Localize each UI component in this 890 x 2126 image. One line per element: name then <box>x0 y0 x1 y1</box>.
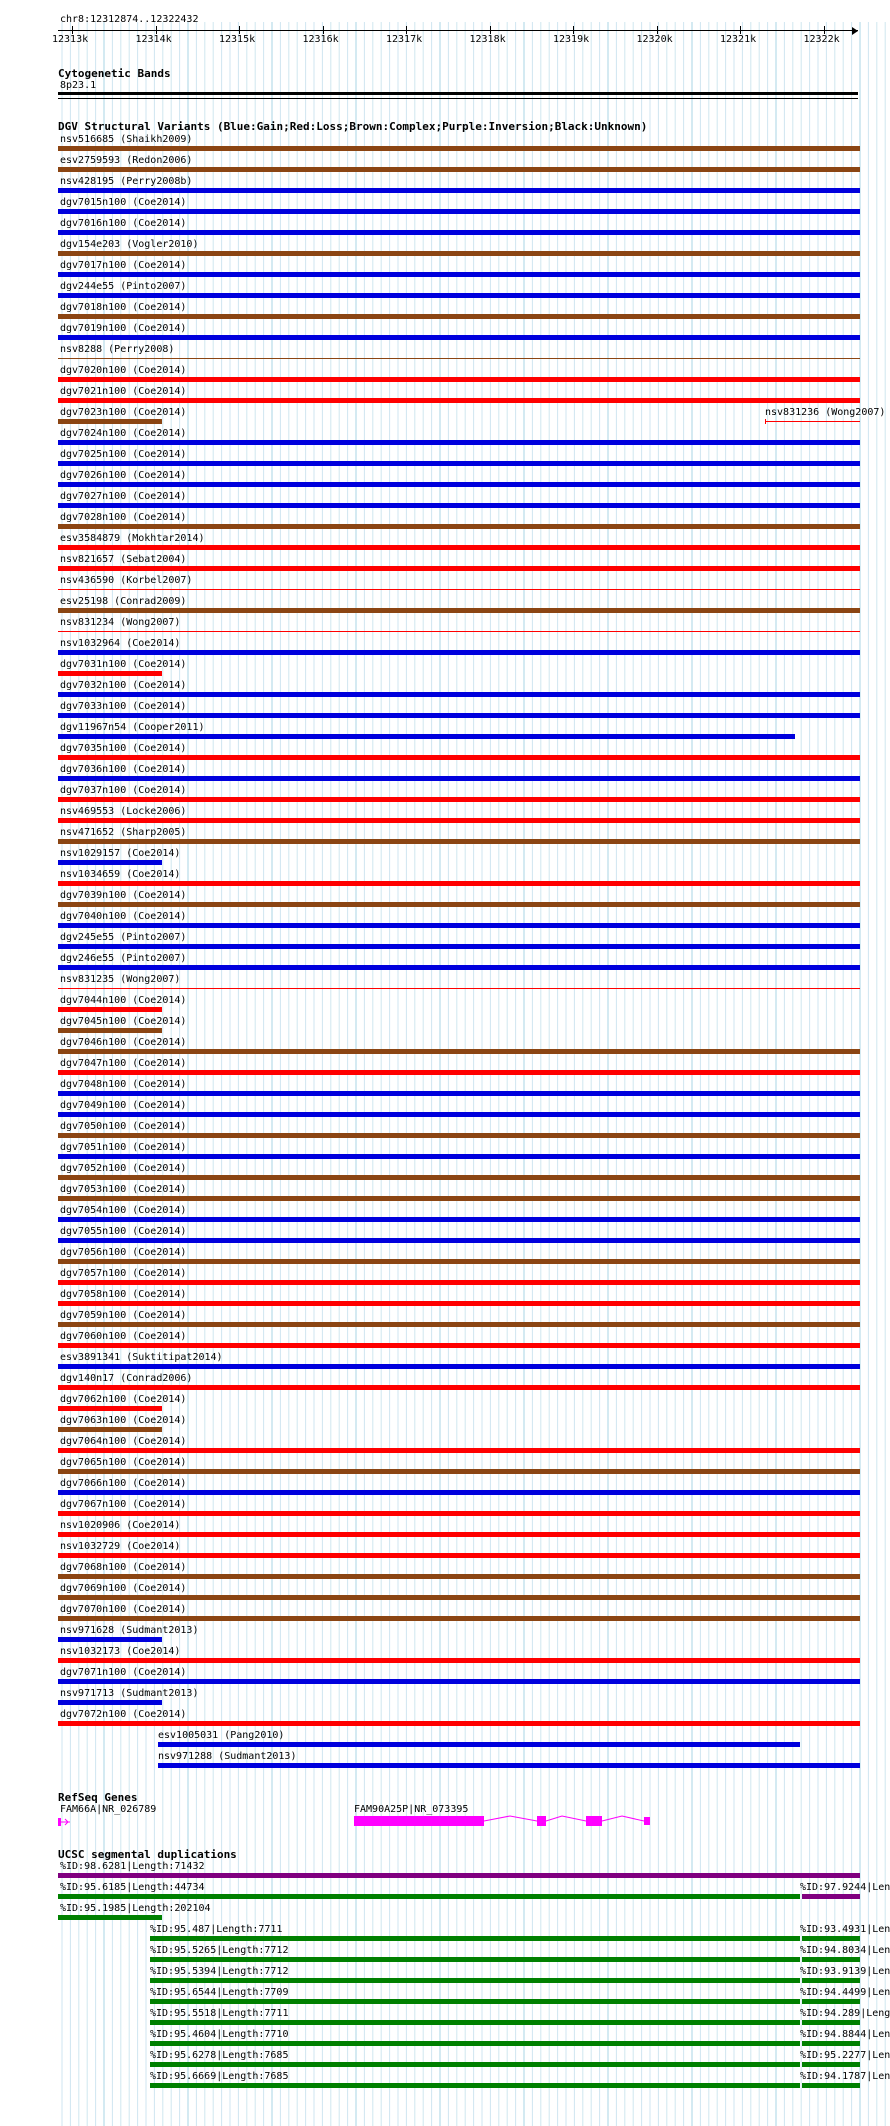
dgv-variant-label: dgv7060n100 (Coe2014) <box>60 1331 187 1342</box>
dgv-variant-bar[interactable] <box>58 776 860 781</box>
dgv-variant-bar[interactable] <box>58 860 162 865</box>
dgv-variant-label: nsv831235 (Wong2007) <box>60 974 181 985</box>
dgv-variant-bar[interactable] <box>58 545 860 550</box>
dgv-variant-bar[interactable] <box>58 1301 860 1306</box>
dgv-variant-bar[interactable] <box>58 1028 162 1033</box>
refseq-gene-fam90a25p[interactable] <box>352 1814 652 1828</box>
dgv-variant-bar[interactable] <box>58 923 860 928</box>
dgv-variant-label: dgv7033n100 (Coe2014) <box>60 701 187 712</box>
ruler-tick <box>490 26 491 34</box>
ruler-tick-label: 12317k <box>386 34 423 45</box>
dgv-variant-bar[interactable] <box>58 589 860 590</box>
cytoband-label: 8p23.1 <box>60 80 97 91</box>
dgv-variant-label: dgv7020n100 (Coe2014) <box>60 365 187 376</box>
segdup-bar[interactable] <box>150 1957 800 1962</box>
dgv-variant-bar[interactable] <box>58 503 860 508</box>
dgv-variant-label: esv1005031 (Pang2010) <box>158 1730 285 1741</box>
dgv-variant-label: nsv1034659 (Coe2014) <box>60 869 181 880</box>
dgv-variant-bar[interactable] <box>58 1259 860 1264</box>
dgv-title: DGV Structural Variants (Blue:Gain;Red:Loss;Brown:Complex;Purple:Inversion;Black:Unknown) <box>58 120 648 133</box>
segdup-label: %ID:94.289|Leng <box>800 2008 890 2019</box>
dgv-variant-bar[interactable] <box>58 398 860 403</box>
dgv-variant-bar[interactable] <box>158 1763 860 1768</box>
segdup-label: %ID:95.6544|Length:7709 <box>150 1987 289 1998</box>
dgv-variant-label: dgv7036n100 (Coe2014) <box>60 764 187 775</box>
dgv-variant-bar[interactable] <box>58 188 860 193</box>
ruler-tick-label: 12321k <box>720 34 757 45</box>
cytoband-baseline <box>58 98 858 99</box>
segdup-label: %ID:95.2277|Len <box>800 2050 890 2061</box>
dgv-variant-label: esv25198 (Conrad2009) <box>60 596 187 607</box>
dgv-variant-label: dgv7031n100 (Coe2014) <box>60 659 187 670</box>
dgv-variant-label: dgv7067n100 (Coe2014) <box>60 1499 187 1510</box>
segdup-bar[interactable] <box>150 1936 800 1941</box>
dgv-variant-bar[interactable] <box>58 902 860 907</box>
dgv-variant-label: nsv1029157 (Coe2014) <box>60 848 181 859</box>
segdup-bar[interactable] <box>58 1894 800 1899</box>
dgv-variant-bar[interactable] <box>58 1406 162 1411</box>
cytoband-bar <box>58 92 858 95</box>
dgv-variant-bar[interactable] <box>58 1679 860 1684</box>
dgv-variant-bar[interactable] <box>158 1742 800 1747</box>
dgv-variant-bar[interactable] <box>58 419 162 424</box>
ruler-tick <box>740 26 741 34</box>
dgv-variant-label: dgv7040n100 (Coe2014) <box>60 911 187 922</box>
dgv-variant-label: dgv7024n100 (Coe2014) <box>60 428 187 439</box>
segdup-bar[interactable] <box>802 1936 860 1941</box>
dgv-variant-label: nsv831236 (Wong2007) <box>765 407 886 418</box>
dgv-variant-label: dgv7039n100 (Coe2014) <box>60 890 187 901</box>
dgv-variant-bar[interactable] <box>58 1049 860 1054</box>
segdup-label: %ID:93.4931|Len <box>800 1924 890 1935</box>
dgv-variant-label: dgv7064n100 (Coe2014) <box>60 1436 187 1447</box>
dgv-variant-label: dgv7070n100 (Coe2014) <box>60 1604 187 1615</box>
dgv-variant-label: dgv246e55 (Pinto2007) <box>60 953 187 964</box>
dgv-variant-label: dgv7055n100 (Coe2014) <box>60 1226 187 1237</box>
dgv-variant-label: dgv7044n100 (Coe2014) <box>60 995 187 1006</box>
dgv-variant-label: dgv7032n100 (Coe2014) <box>60 680 187 691</box>
segdup-label: %ID:95.487|Length:7711 <box>150 1924 283 1935</box>
dgv-variant-bar[interactable] <box>58 209 860 214</box>
dgv-variant-label: nsv8288 (Perry2008) <box>60 344 175 355</box>
dgv-variant-bar[interactable] <box>58 1385 860 1390</box>
ruler-arrow-icon <box>852 27 858 35</box>
segdup-bar[interactable] <box>150 2041 800 2046</box>
dgv-variant-bar[interactable] <box>58 1553 860 1558</box>
dgv-variant-bar[interactable] <box>58 461 860 466</box>
ruler-tick-label: 12314k <box>135 34 172 45</box>
ruler-tick-label: 12322k <box>803 34 840 45</box>
dgv-variant-label: nsv971713 (Sudmant2013) <box>60 1688 199 1699</box>
dgv-variant-bar[interactable] <box>58 631 860 632</box>
dgv-variant-bar[interactable] <box>58 358 860 359</box>
ruler-tick-label: 12316k <box>302 34 339 45</box>
refseq-gene-fam66a[interactable] <box>58 1816 72 1828</box>
ruler-tick <box>657 26 658 34</box>
dgv-variant-bar[interactable] <box>58 524 860 529</box>
dgv-variant-bar[interactable] <box>58 1070 860 1075</box>
dgv-variant-bar[interactable] <box>58 1007 162 1012</box>
dgv-variant-bar[interactable] <box>58 1469 860 1474</box>
segdup-bar[interactable] <box>802 1894 860 1899</box>
dgv-variant-label: dgv7015n100 (Coe2014) <box>60 197 187 208</box>
ruler-tick <box>156 26 157 34</box>
dgv-variant-label: nsv821657 (Sebat2004) <box>60 554 187 565</box>
dgv-variant-bar[interactable] <box>58 692 860 697</box>
segdup-bar[interactable] <box>802 1999 860 2004</box>
segdup-label: %ID:98.6281|Length:71432 <box>60 1861 205 1872</box>
dgv-variant-label: nsv1020906 (Coe2014) <box>60 1520 181 1531</box>
dgv-variant-bar[interactable] <box>58 377 860 382</box>
dgv-variant-bar[interactable] <box>58 1154 860 1159</box>
dgv-variant-bar-cap <box>765 419 766 424</box>
dgv-variant-label: nsv1032964 (Coe2014) <box>60 638 181 649</box>
dgv-variant-bar[interactable] <box>58 713 860 718</box>
dgv-variant-bar[interactable] <box>58 230 860 235</box>
ruler-tick <box>239 26 240 34</box>
dgv-variant-bar[interactable] <box>58 1637 162 1642</box>
dgv-variant-bar[interactable] <box>58 671 162 676</box>
segdup-bar[interactable] <box>58 1915 162 1920</box>
dgv-variant-label: dgv7058n100 (Coe2014) <box>60 1289 187 1300</box>
dgv-variant-label: dgv7056n100 (Coe2014) <box>60 1247 187 1258</box>
segdup-bar[interactable] <box>150 2020 800 2025</box>
dgv-variant-bar[interactable] <box>58 650 860 655</box>
dgv-variant-label: nsv971288 (Sudmant2013) <box>158 1751 297 1762</box>
dgv-variant-label: dgv7025n100 (Coe2014) <box>60 449 187 460</box>
dgv-variant-label: dgv7059n100 (Coe2014) <box>60 1310 187 1321</box>
refseq-gene-fam66a-label: FAM66A|NR_026789 <box>60 1804 157 1815</box>
segdup-bar[interactable] <box>802 1957 860 1962</box>
dgv-variant-bar[interactable] <box>765 421 860 422</box>
dgv-variant-bar[interactable] <box>58 734 795 739</box>
dgv-variant-bar[interactable] <box>58 251 860 256</box>
dgv-variant-bar[interactable] <box>58 1196 860 1201</box>
ruler-coordinate: chr8:12312874..12322432 <box>60 14 199 25</box>
dgv-variant-label: dgv7026n100 (Coe2014) <box>60 470 187 481</box>
dgv-variant-label: dgv7066n100 (Coe2014) <box>60 1478 187 1489</box>
dgv-variant-bar[interactable] <box>58 988 860 989</box>
ruler-tick-label: 12315k <box>219 34 256 45</box>
dgv-variant-label: dgv7019n100 (Coe2014) <box>60 323 187 334</box>
dgv-variant-bar[interactable] <box>58 1574 860 1579</box>
dgv-variant-bar[interactable] <box>58 1112 860 1117</box>
dgv-variant-bar[interactable] <box>58 1658 860 1663</box>
dgv-variant-label: dgv7065n100 (Coe2014) <box>60 1457 187 1468</box>
ruler-line <box>58 30 858 31</box>
dgv-variant-label: nsv971628 (Sudmant2013) <box>60 1625 199 1636</box>
segdup-bar[interactable] <box>802 2062 860 2067</box>
dgv-variant-label: dgv7035n100 (Coe2014) <box>60 743 187 754</box>
segdup-label: %ID:93.9139|Len <box>800 1966 890 1977</box>
dgv-variant-label: dgv7016n100 (Coe2014) <box>60 218 187 229</box>
segdup-bar[interactable] <box>150 2083 800 2088</box>
dgv-variant-label: dgv7018n100 (Coe2014) <box>60 302 187 313</box>
segdup-bar[interactable] <box>802 1978 860 1983</box>
dgv-variant-label: dgv7017n100 (Coe2014) <box>60 260 187 271</box>
dgv-variant-bar[interactable] <box>58 881 860 886</box>
segdup-label: %ID:95.5394|Length:7712 <box>150 1966 289 1977</box>
dgv-variant-bar[interactable] <box>58 1532 860 1537</box>
segdup-bar[interactable] <box>150 2062 800 2067</box>
dgv-variant-bar[interactable] <box>58 293 860 298</box>
dgv-variant-label: dgv154e203 (Vogler2010) <box>60 239 199 250</box>
dgv-variant-bar[interactable] <box>58 1091 860 1096</box>
dgv-variant-label: esv3891341 (Suktitipat2014) <box>60 1352 223 1363</box>
dgv-variant-bar[interactable] <box>58 1616 860 1621</box>
dgv-variant-label: dgv245e55 (Pinto2007) <box>60 932 187 943</box>
dgv-variant-label: dgv244e55 (Pinto2007) <box>60 281 187 292</box>
dgv-variant-label: nsv471652 (Sharp2005) <box>60 827 187 838</box>
dgv-variant-label: dgv7027n100 (Coe2014) <box>60 491 187 502</box>
dgv-variant-bar[interactable] <box>58 608 860 613</box>
dgv-variant-label: esv2759593 (Redon2006) <box>60 155 193 166</box>
dgv-variant-bar[interactable] <box>58 818 860 823</box>
ruler-tick <box>72 26 73 34</box>
dgv-variant-label: esv3584879 (Mokhtar2014) <box>60 533 205 544</box>
dgv-variant-label: dgv7048n100 (Coe2014) <box>60 1079 187 1090</box>
dgv-variant-label: dgv7050n100 (Coe2014) <box>60 1121 187 1132</box>
ruler-tick <box>406 26 407 34</box>
dgv-variant-label: dgv7051n100 (Coe2014) <box>60 1142 187 1153</box>
dgv-variant-label: dgv7045n100 (Coe2014) <box>60 1016 187 1027</box>
dgv-variant-label: dgv7054n100 (Coe2014) <box>60 1205 187 1216</box>
dgv-variant-label: dgv7072n100 (Coe2014) <box>60 1709 187 1720</box>
dgv-variant-label: nsv428195 (Perry2008b) <box>60 176 193 187</box>
ruler-tick <box>573 26 574 34</box>
dgv-variant-bar[interactable] <box>58 1175 860 1180</box>
segdup-bar[interactable] <box>150 1978 800 1983</box>
segdup-bar[interactable] <box>802 2041 860 2046</box>
segdup-label: %ID:95.1985|Length:202104 <box>60 1903 211 1914</box>
segdup-label: %ID:95.6185|Length:44734 <box>60 1882 205 1893</box>
dgv-variant-bar[interactable] <box>58 1595 860 1600</box>
segdup-label: %ID:95.4604|Length:7710 <box>150 2029 289 2040</box>
dgv-variant-bar[interactable] <box>58 440 860 445</box>
segdup-label: %ID:94.8844|Len <box>800 2029 890 2040</box>
dgv-variant-bar[interactable] <box>58 482 860 487</box>
dgv-variant-bar[interactable] <box>58 1280 860 1285</box>
dgv-variant-label: nsv1032173 (Coe2014) <box>60 1646 181 1657</box>
dgv-variant-bar[interactable] <box>58 272 860 277</box>
dgv-variant-bar[interactable] <box>58 839 860 844</box>
dgv-variant-label: dgv7046n100 (Coe2014) <box>60 1037 187 1048</box>
dgv-variant-bar[interactable] <box>58 335 860 340</box>
dgv-variant-label: dgv7063n100 (Coe2014) <box>60 1415 187 1426</box>
segdup-label: %ID:94.8034|Len <box>800 1945 890 1956</box>
dgv-variant-bar[interactable] <box>58 1217 860 1222</box>
segdup-bar[interactable] <box>58 1873 860 1878</box>
segdup-bar[interactable] <box>150 1999 800 2004</box>
refseq-title: RefSeq Genes <box>58 1791 138 1804</box>
dgv-variant-label: nsv436590 (Korbel2007) <box>60 575 193 586</box>
dgv-variant-bar[interactable] <box>58 1511 860 1516</box>
dgv-variant-label: nsv469553 (Locke2006) <box>60 806 187 817</box>
dgv-variant-bar[interactable] <box>58 314 860 319</box>
dgv-variant-label: dgv7047n100 (Coe2014) <box>60 1058 187 1069</box>
segdup-label: %ID:95.5265|Length:7712 <box>150 1945 289 1956</box>
dgv-variant-bar[interactable] <box>58 146 860 151</box>
cytoband-title: Cytogenetic Bands <box>58 67 171 80</box>
dgv-variant-label: dgv7028n100 (Coe2014) <box>60 512 187 523</box>
segdup-label: %ID:95.6278|Length:7685 <box>150 2050 289 2061</box>
dgv-variant-bar[interactable] <box>58 1322 860 1327</box>
dgv-variant-label: dgv7037n100 (Coe2014) <box>60 785 187 796</box>
dgv-variant-bar[interactable] <box>58 1490 860 1495</box>
dgv-variant-bar[interactable] <box>58 1133 860 1138</box>
segdup-label: %ID:97.9244|Len <box>800 1882 890 1893</box>
ruler-tick-label: 12319k <box>553 34 590 45</box>
dgv-variant-label: dgv7068n100 (Coe2014) <box>60 1562 187 1573</box>
dgv-variant-label: dgv7052n100 (Coe2014) <box>60 1163 187 1174</box>
dgv-variant-label: dgv11967n54 (Cooper2011) <box>60 722 205 733</box>
dgv-variant-label: dgv7062n100 (Coe2014) <box>60 1394 187 1405</box>
dgv-variant-label: nsv516685 (Shaikh2009) <box>60 134 193 145</box>
ruler-tick-label: 12313k <box>52 34 89 45</box>
dgv-variant-bar[interactable] <box>58 1238 860 1243</box>
segdup-label: %ID:94.1787|Len <box>800 2071 890 2082</box>
segdup-bar[interactable] <box>802 2083 860 2088</box>
dgv-variant-bar[interactable] <box>58 1364 860 1369</box>
ruler-tick-label: 12318k <box>469 34 506 45</box>
dgv-variant-label: dgv7057n100 (Coe2014) <box>60 1268 187 1279</box>
dgv-variant-label: dgv7049n100 (Coe2014) <box>60 1100 187 1111</box>
dgv-variant-label: dgv7069n100 (Coe2014) <box>60 1583 187 1594</box>
dgv-variant-bar[interactable] <box>58 1448 860 1453</box>
dgv-variant-bar[interactable] <box>58 1721 860 1726</box>
dgv-variant-label: nsv831234 (Wong2007) <box>60 617 181 628</box>
dgv-variant-bar[interactable] <box>58 797 860 802</box>
refseq-gene-fam90a25p-label: FAM90A25P|NR_073395 <box>354 1804 469 1815</box>
dgv-variant-label: dgv7071n100 (Coe2014) <box>60 1667 187 1678</box>
dgv-variant-bar[interactable] <box>58 965 860 970</box>
ruler-tick-label: 12320k <box>636 34 673 45</box>
dgv-variant-bar[interactable] <box>58 167 860 172</box>
dgv-variant-label: nsv1032729 (Coe2014) <box>60 1541 181 1552</box>
dgv-variant-label: dgv7053n100 (Coe2014) <box>60 1184 187 1195</box>
dgv-variant-bar[interactable] <box>58 566 860 571</box>
segdup-label: %ID:94.4499|Len <box>800 1987 890 1998</box>
dgv-variant-bar[interactable] <box>58 1700 162 1705</box>
dgv-variant-bar[interactable] <box>58 944 860 949</box>
dgv-variant-bar[interactable] <box>58 755 860 760</box>
segdup-label: %ID:95.6669|Length:7685 <box>150 2071 289 2082</box>
dgv-variant-label: dgv7021n100 (Coe2014) <box>60 386 187 397</box>
ruler-tick <box>824 26 825 34</box>
segdup-bar[interactable] <box>802 2020 860 2025</box>
dgv-variant-bar[interactable] <box>58 1343 860 1348</box>
ruler-tick <box>323 26 324 34</box>
dgv-variant-label: dgv140n17 (Conrad2006) <box>60 1373 193 1384</box>
dgv-variant-label: dgv7023n100 (Coe2014) <box>60 407 187 418</box>
segdup-label: %ID:95.5518|Length:7711 <box>150 2008 289 2019</box>
dgv-variant-bar[interactable] <box>58 1427 162 1432</box>
segdup-title: UCSC segmental duplications <box>58 1848 237 1861</box>
